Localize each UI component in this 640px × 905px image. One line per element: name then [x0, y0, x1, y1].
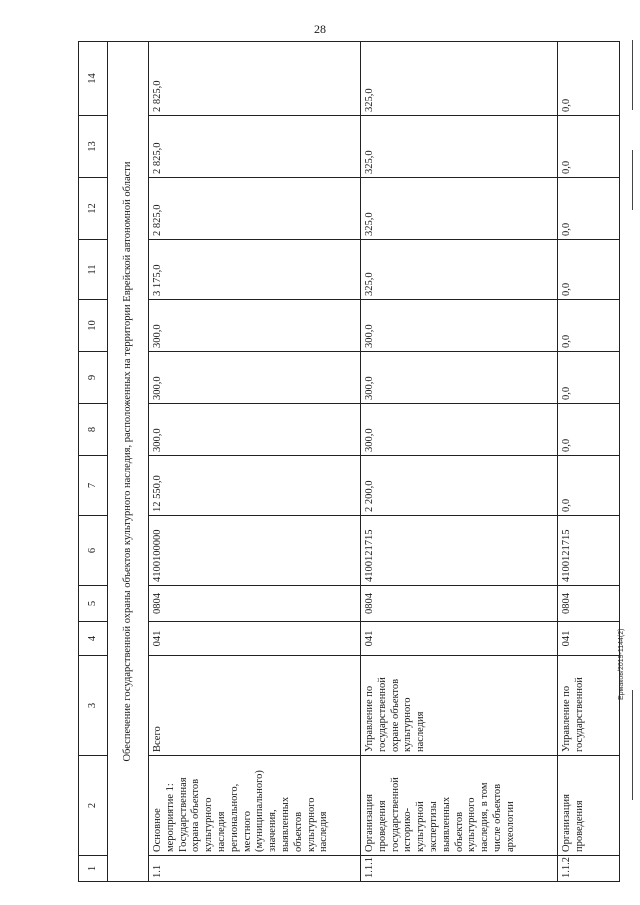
activity-name: Организация проведения государственной историко-культурной экспертизы выявленных объектов культурного наследия, в том числе объектов археологии [361, 756, 558, 856]
activity-name: Основное мероприятие 1: Государственная охрана объектов культурного наследия регионального, местного (муниципального) значения, выявленных объектов культурного наследия [149, 756, 361, 856]
header-cell: 9 [79, 352, 108, 404]
amount-cell: 0,0 [558, 178, 620, 240]
header-cell: 11 [79, 240, 108, 300]
amount-cell: 300,0 [149, 404, 361, 456]
amount-cell: 0,0 [558, 456, 620, 516]
table-row [361, 42, 558, 882]
amount-cell: 325,0 [361, 42, 558, 116]
table-row [558, 42, 620, 882]
header-cell: 7 [79, 456, 108, 516]
margin-line [632, 690, 633, 800]
page-number: 28 [314, 22, 326, 36]
amount-cell: 300,0 [361, 300, 558, 352]
code-cell: 041 [149, 622, 361, 656]
amount-cell: 2 200,0 [361, 456, 558, 516]
amount-cell: 2 825,0 [149, 178, 361, 240]
amount-cell: 0,0 [558, 42, 620, 116]
row-number: 1.1 [149, 856, 361, 882]
executor: Управление по государственной [558, 656, 620, 756]
code-cell: 4100121715 [558, 516, 620, 586]
amount-cell: 0,0 [558, 404, 620, 456]
header-cell: 13 [79, 116, 108, 178]
code-cell: 0804 [558, 586, 620, 622]
section-title: Обеспечение государственной охраны объектов культурного наследия, расположенных на территории Еврейской автономной области [108, 42, 149, 882]
amount-cell: 300,0 [361, 404, 558, 456]
header-cell: 14 [79, 42, 108, 116]
header-cell: 5 [79, 586, 108, 622]
header-cell: 8 [79, 404, 108, 456]
program-table [78, 41, 620, 882]
code-cell: 041 [558, 622, 620, 656]
executor: Управление по государственной охране объектов культурного наследия [361, 656, 558, 756]
header-cell: 3 [79, 656, 108, 756]
amount-cell: 12 550,0 [149, 456, 361, 516]
amount-cell: 300,0 [149, 300, 361, 352]
rotated-page [78, 42, 588, 882]
amount-cell: 3 175,0 [149, 240, 361, 300]
amount-cell: 325,0 [361, 240, 558, 300]
section-row [108, 42, 149, 882]
header-cell: 6 [79, 516, 108, 586]
header-cell: 12 [79, 178, 108, 240]
executor: Всего [149, 656, 361, 756]
header-cell: 2 [79, 756, 108, 856]
code-cell: 0804 [361, 586, 558, 622]
table-row [149, 42, 361, 882]
header-row [79, 42, 108, 882]
code-cell: 4100121715 [361, 516, 558, 586]
code-cell: 4100100000 [149, 516, 361, 586]
activity-name: Организация проведения [558, 756, 620, 856]
code-cell: 0804 [149, 586, 361, 622]
amount-cell: 2 825,0 [149, 116, 361, 178]
document-id: Ермаков/2019-1144(2) [618, 628, 625, 700]
code-cell: 041 [361, 622, 558, 656]
header-cell: 1 [79, 856, 108, 882]
amount-cell: 325,0 [361, 116, 558, 178]
row-number: 1.1.1 [361, 856, 558, 882]
margin-line [632, 150, 633, 210]
amount-cell: 0,0 [558, 300, 620, 352]
row-number: 1.1.2 [558, 856, 620, 882]
amount-cell: 300,0 [361, 352, 558, 404]
amount-cell: 0,0 [558, 352, 620, 404]
amount-cell: 325,0 [361, 178, 558, 240]
amount-cell: 2 825,0 [149, 42, 361, 116]
amount-cell: 300,0 [149, 352, 361, 404]
header-cell: 10 [79, 300, 108, 352]
header-cell: 4 [79, 622, 108, 656]
margin-line [632, 40, 633, 110]
amount-cell: 0,0 [558, 240, 620, 300]
amount-cell: 0,0 [558, 116, 620, 178]
